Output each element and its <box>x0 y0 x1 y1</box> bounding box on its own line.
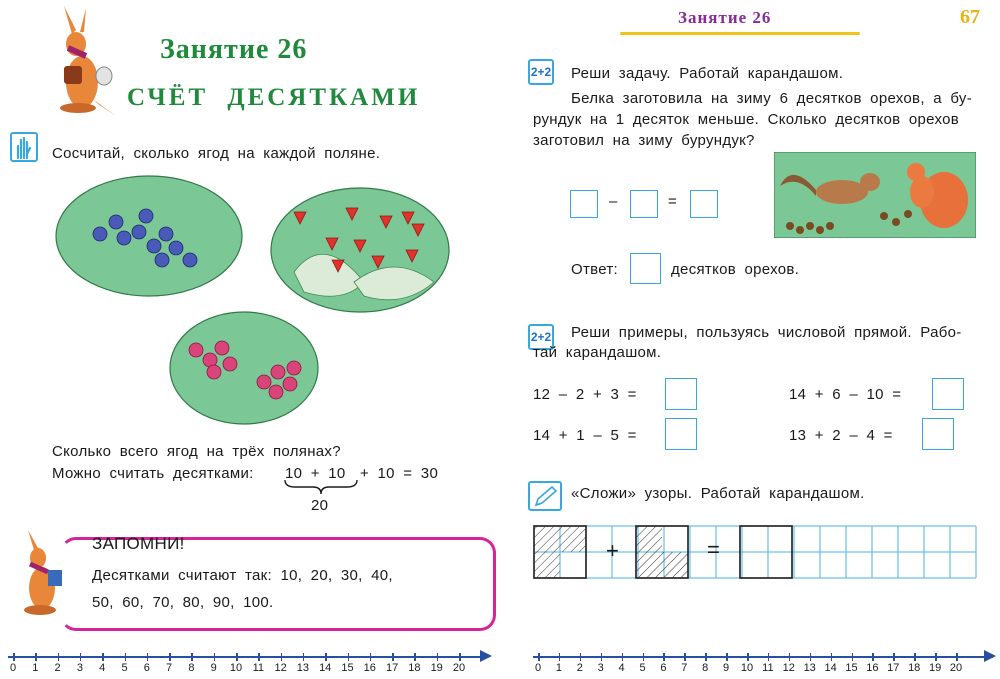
number-line-label: 19 <box>928 662 942 674</box>
memo-line1: Десятками считают так: 10, 20, 30, 40, <box>92 567 393 584</box>
number-line-label: 6 <box>143 662 150 674</box>
number-line-tick <box>852 653 854 661</box>
number-line-label: 5 <box>639 662 646 674</box>
number-line-label: 15 <box>845 662 858 674</box>
number-line-label: 8 <box>702 662 709 674</box>
number-line-tick <box>169 653 171 661</box>
number-line-label: 0 <box>9 662 17 674</box>
pattern-grid <box>524 522 978 584</box>
number-line-label: 14 <box>824 662 837 674</box>
two-plus-two-icon-2: 2+2 <box>528 324 554 350</box>
number-line-tick <box>935 653 937 661</box>
number-line-label: 4 <box>99 662 106 674</box>
number-line-tick <box>622 653 624 661</box>
minus-sign: – <box>609 193 618 210</box>
number-line-tick <box>80 653 82 661</box>
task2-line2: рундук на 1 десяток меньше. Сколько десятков орехов <box>533 111 960 128</box>
answer-prefix: Ответ: <box>571 261 619 278</box>
method-expr: 10 + 10 <box>285 465 346 482</box>
number-line-label: 10 <box>229 662 243 674</box>
number-line-label: 18 <box>908 662 921 674</box>
number-line-label: 7 <box>681 662 688 674</box>
number-line-label: 12 <box>782 662 795 674</box>
number-line-tick <box>726 653 728 661</box>
number-line-tick <box>348 653 350 661</box>
example-2-answer-box[interactable] <box>665 418 697 450</box>
pattern-hatch-2b <box>662 552 688 578</box>
pattern-plus: + <box>606 538 619 563</box>
finger-count-icon <box>10 132 38 162</box>
method-prefix: Можно считать десятками: <box>52 465 254 482</box>
number-line-label: 8 <box>188 662 195 674</box>
pencil-icon <box>528 481 562 511</box>
page-number: 67 <box>960 6 980 28</box>
number-line-tick <box>705 653 707 661</box>
equation-box-1[interactable] <box>570 190 598 218</box>
curly-brace <box>283 478 359 496</box>
number-line-tick <box>810 653 812 661</box>
number-line-label: 2 <box>54 662 61 674</box>
number-line-tick <box>370 653 372 661</box>
number-line-tick <box>956 653 958 661</box>
number-line-label: 7 <box>166 662 173 674</box>
number-line-tick <box>414 653 416 661</box>
number-line-tick <box>236 653 238 661</box>
example-1-answer-box[interactable] <box>665 378 697 410</box>
number-line-tick <box>893 653 895 661</box>
example-2: 14 + 1 – 5 = <box>533 427 637 444</box>
blueberry-oval <box>56 176 242 296</box>
task2-line1: Белка заготовила на зиму 6 десятков орехов, а бу- <box>571 90 973 107</box>
number-line-tick <box>392 653 394 661</box>
number-line-label: 5 <box>121 662 128 674</box>
number-line-tick <box>35 653 37 661</box>
number-line-label: 9 <box>210 662 217 674</box>
number-line-label: 11 <box>252 662 265 674</box>
pattern-equals: = <box>707 537 720 562</box>
task3-line2: тай карандашом. <box>533 344 662 361</box>
equals-sign: = <box>668 193 678 210</box>
method-rest: + 10 = 30 <box>360 465 439 482</box>
number-line-tick <box>437 653 439 661</box>
number-line-label: 17 <box>887 662 900 674</box>
number-line-label: 4 <box>618 662 625 674</box>
number-line-arrow <box>984 650 996 662</box>
number-line-label: 20 <box>452 662 466 674</box>
number-line-tick <box>214 653 216 661</box>
pattern-hatch-1b <box>560 526 586 552</box>
number-line-label: 9 <box>723 662 730 674</box>
number-line-label: 14 <box>319 662 332 674</box>
number-line-label: 0 <box>534 662 542 674</box>
lesson-title: Занятие 26 <box>160 34 308 65</box>
question-text: Сколько всего ягод на трёх полянах? <box>52 443 341 460</box>
number-line-label: 11 <box>762 662 774 674</box>
topic-title: СЧЁТ ДЕСЯТКАМИ <box>127 84 421 111</box>
number-line-tick <box>580 653 582 661</box>
number-line-tick <box>684 653 686 661</box>
number-line-tick <box>147 653 149 661</box>
number-line-label: 12 <box>274 662 287 674</box>
kangaroo-reader <box>10 530 80 620</box>
berry-glades <box>54 172 452 432</box>
number-line-label: 18 <box>408 662 421 674</box>
number-line-tick <box>13 653 15 661</box>
number-line-label: 1 <box>32 662 39 674</box>
number-line-label: 2 <box>576 662 583 674</box>
number-line-right <box>533 656 993 658</box>
number-line-tick <box>191 653 193 661</box>
number-line-tick <box>559 653 561 661</box>
number-line-label: 13 <box>296 662 310 674</box>
memo-line2: 50, 60, 70, 80, 90, 100. <box>92 594 274 611</box>
task4-text: «Сложи» узоры. Работай карандашом. <box>571 485 865 502</box>
number-line-tick <box>789 653 791 661</box>
pattern-hatch-2a <box>636 526 662 578</box>
number-line-label: 3 <box>597 662 604 674</box>
number-line-tick <box>831 653 833 661</box>
number-line-tick <box>601 653 603 661</box>
kangaroo-mascot <box>42 4 122 122</box>
answer-box[interactable] <box>630 253 661 284</box>
number-line-tick <box>747 653 749 661</box>
example-4-answer-box[interactable] <box>922 418 954 450</box>
number-line-tick <box>459 653 461 661</box>
number-line-tick <box>258 653 260 661</box>
number-line-label: 1 <box>555 662 562 674</box>
example-1: 12 – 2 + 3 = <box>533 386 637 403</box>
number-line-label: 13 <box>803 662 816 674</box>
number-line-label: 3 <box>76 662 83 674</box>
task2-intro: Реши задачу. Работай карандашом. <box>571 65 844 82</box>
pattern-hatch-1a <box>534 526 560 578</box>
brace-sum: 20 <box>311 497 329 514</box>
number-line-arrow <box>480 650 492 662</box>
number-line-label: 16 <box>363 662 376 674</box>
number-line-label: 20 <box>949 662 963 674</box>
page-header: Занятие 26 <box>678 8 772 27</box>
number-line-tick <box>102 653 104 661</box>
two-plus-two-icon: 2+2 <box>528 59 554 85</box>
number-line-tick <box>325 653 327 661</box>
number-line-label: 15 <box>341 662 354 674</box>
header-underline <box>620 32 860 35</box>
number-line-tick <box>303 653 305 661</box>
memo-title: ЗАПОМНИ! <box>92 534 185 553</box>
example-3-answer-box[interactable] <box>932 378 964 410</box>
number-line-label: 6 <box>660 662 667 674</box>
number-line-tick <box>768 653 770 661</box>
number-line-label: 10 <box>740 662 754 674</box>
number-line-label: 19 <box>430 662 443 674</box>
number-line-tick <box>643 653 645 661</box>
equation-box-result[interactable] <box>690 190 718 218</box>
task1-text: Сосчитай, сколько ягод на каждой поляне. <box>52 145 381 162</box>
number-line-left <box>8 656 486 658</box>
number-line-tick <box>58 653 60 661</box>
squirrel-chipmunk-illustration <box>774 152 976 238</box>
example-4: 13 + 2 – 4 = <box>789 427 893 444</box>
number-line-tick <box>663 653 665 661</box>
answer-suffix: десятков орехов. <box>671 261 800 278</box>
example-3: 14 + 6 – 10 = <box>789 386 902 403</box>
number-line-tick <box>281 653 283 661</box>
number-line-tick <box>538 653 540 661</box>
number-line-label: 17 <box>385 662 399 674</box>
task2-line3: заготовил на зиму бурундук? <box>533 132 755 149</box>
number-line-label: 16 <box>866 662 879 674</box>
number-line-tick <box>125 653 127 661</box>
number-line-tick <box>914 653 916 661</box>
number-line-tick <box>872 653 874 661</box>
equation-box-2[interactable] <box>630 190 658 218</box>
task3-line1: Реши примеры, пользуясь числовой прямой. Рабо- <box>571 324 962 341</box>
